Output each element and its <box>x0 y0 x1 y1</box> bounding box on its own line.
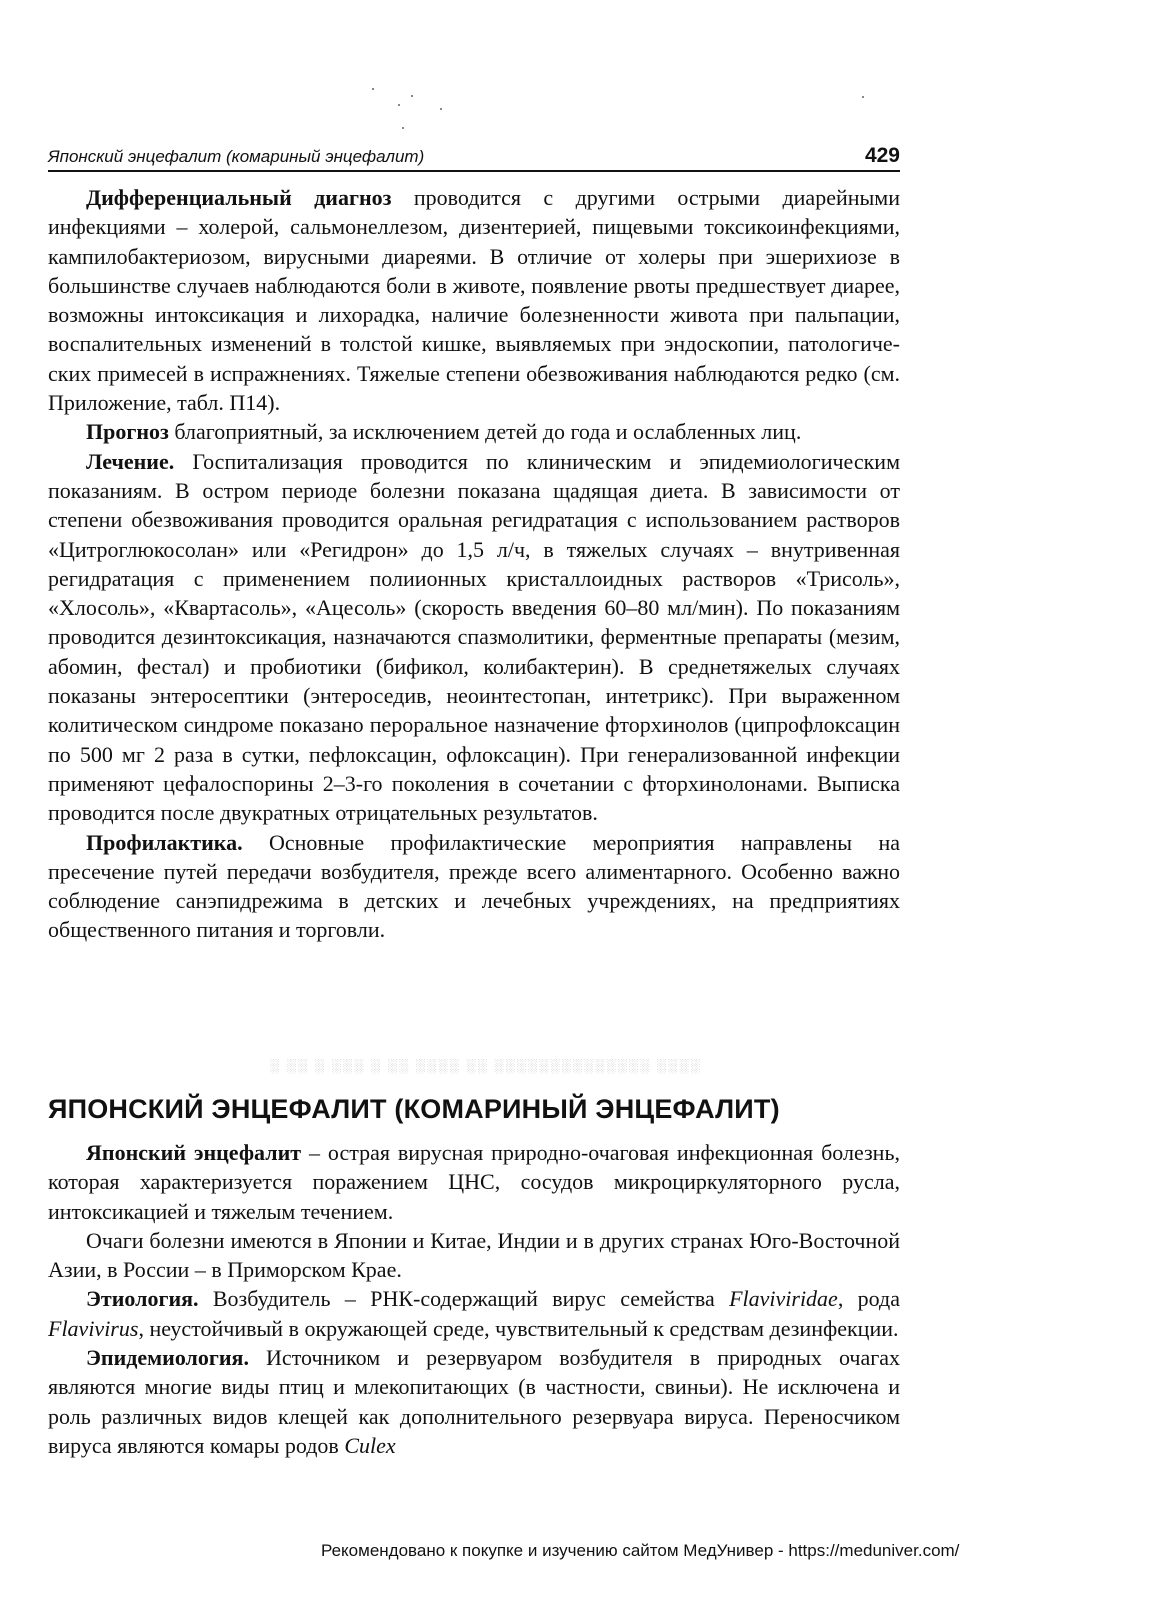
paragraph-definition <box>48 1138 900 1226</box>
text-block-bottom <box>48 1138 900 1460</box>
scan-speck <box>440 108 442 110</box>
paragraph-text: благоприятный, за исключением детей до года и ослабленных лиц. <box>168 419 802 445</box>
paragraph-lead: Профилактика. <box>86 829 243 855</box>
paragraph-differential-diagnosis <box>48 183 900 417</box>
paragraph-lead: Дифференциальный диагноз <box>86 185 392 210</box>
paragraph-etiology <box>48 1284 900 1343</box>
paragraph-epidemiology <box>48 1343 900 1460</box>
paragraph-text: Источником и резервуаром возбудителя в природных очагах являются многие виды птиц и млекопитающих (в частности, свиньи). Не исключена и роль различных видов клещей как дополнительного резервуара вируса. Переносчиком вируса являются комары родов Culex <box>48 1345 900 1458</box>
paragraph-treatment <box>48 447 900 828</box>
scan-speck <box>862 96 864 98</box>
page-header <box>48 138 900 172</box>
paragraph-text: Очаги болезни имеются в Японии и Китае, Индии и в других странах Юго-Восточной Азии, в России – в Приморском Крае. <box>48 1227 900 1283</box>
paragraph-text: Возбудитель – РНК-содержащий вирус семейства Flaviviridae, рода Flavivirus, неустойчивый в окружающей среде, чувствительный к средствам дезинфекции. <box>48 1286 900 1341</box>
book-page <box>48 0 900 1600</box>
scan-speck <box>411 95 413 97</box>
scan-speck <box>398 104 400 106</box>
paragraph-text: проводится с другими острыми диарейными инфекциями – холерой, сальмонеллезом, дизентерией, пищевыми токсикоинфекциями, кампилобактериозом, вирусными диареями. В отличие от холеры при эшерихиозе в большинстве случаев наблюдаются боли в животе, появление рвоты предшествует диарее, возможны интоксикация и лихорадка, наличие болезненности живота при пальпации, воспалительных изменений в толстой кишке, выявляемых при эндоскопии, патологических примесей в испражнениях. Тяжелые степени обезвоживания наблюдаются редко (см. Приложение, табл. П14). <box>48 185 900 416</box>
paragraph-lead: Японский энцефалит <box>86 1140 302 1165</box>
scan-bleed-through: ░ ░░ ░ ░░░ ░ ░░ ░░░░ ░░ ░░░░░░░░░░░░░░ ░░░░ <box>270 1058 702 1073</box>
paragraph-prognosis <box>48 417 900 446</box>
paragraph-text: – острая вирусная природно-очаговая инфекционная болезнь, которая характеризуется поражением ЦНС, сосудов микроциркуляторного русла, интоксикацией и тяжелым течением. <box>48 1140 900 1224</box>
paragraph-lead: Этиология. <box>86 1286 199 1312</box>
paragraph-lead: Эпидемиология. <box>86 1345 249 1371</box>
page-number: 429 <box>864 144 900 167</box>
text-block-top <box>48 183 900 945</box>
paragraph-lead: Прогноз <box>86 419 169 445</box>
paragraph-text: Основные профилактические мероприятия направлены на пресечение путей передачи возбудителя, прежде всего алиментарного. Особенно важно соблюдение санэпидрежима в детских и лечебных учреждениях, на предприятиях общественного питания и торговли. <box>48 829 900 943</box>
scan-speck <box>372 88 374 90</box>
running-title: Японский энцефалит (комариный энцефалит) <box>48 147 425 166</box>
section-heading: ЯПОНСКИЙ ЭНЦЕФАЛИТ (КОМАРИНЫЙ ЭНЦЕФАЛИТ) <box>48 1094 780 1124</box>
paragraph-text: Госпитализация проводится по клиническим и эпидемиологическим показаниям. В остром периоде болезни показана щадящая диета. В зависимости от степени обезвоживания проводится оральная регидратация с использованием растворов «Цитроглюкосолан» или «Регидрон» до 1,5 л/ч, в тяжелых случаях – внутривенная регидратация с применением полиионных кристаллоидных растворов «Трисоль», «Хлосоль», «Квартасоль», «Ацесоль» (скорость введения 60–80 мл/мин). По показаниям проводится дезинтоксикация, назначаются спазмолитики, ферментные препараты (мезим, абомин, фестал) и пробиотики (бификол, колибактерин). В среднетяжелых случаях показаны энтеросептики (энтероседив, неоинтестопан, интетрикс). При выраженном колитическом синдроме показано пероральное назначение фторхинолов (ципрофлоксацин по 500 мг 2 раза в сутки, пефлоксацин, офлоксацин). При генерализованной инфекции применяют цефалоспорины 2–3-го поколения в сочетании с фторхинолонами. Выписка проводится после двукратных отрицательных результатов. <box>48 448 900 826</box>
paragraph-lead: Лечение. <box>86 448 175 474</box>
watermark-footer: Рекомендовано к покупке и изучению сайтом МедУнивер - https://meduniver.com/ <box>321 1541 960 1560</box>
scan-speck <box>402 127 404 129</box>
paragraph-geography <box>48 1226 900 1285</box>
paragraph-prevention <box>48 828 900 945</box>
